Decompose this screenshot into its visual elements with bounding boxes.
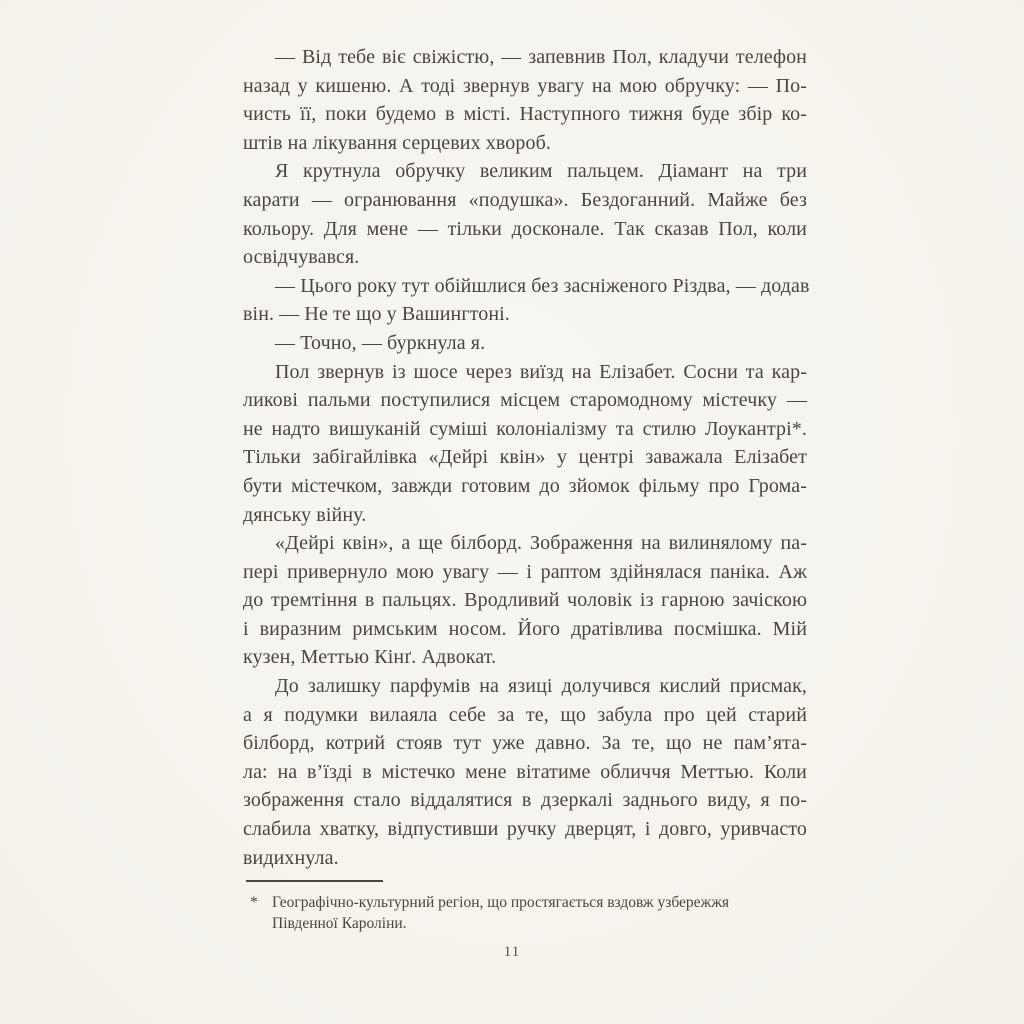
text-line: зображення стало віддалятися в дзеркалі заднього виду, я по-	[243, 789, 807, 812]
text-line: ликові пальми поступилися місцем старомодному містечку —	[243, 389, 807, 412]
footnote-line: Південної Кароліни.	[272, 915, 407, 932]
text-line: бути містечком, завжди готовим до зйомок фільму про Грома-	[243, 474, 807, 497]
footnote-marker: *	[250, 894, 258, 911]
footnote-text	[272, 892, 807, 934]
text-line: кузен, Меттью Кінґ. Адвокат.	[243, 646, 497, 669]
text-line: — Цього року тут обійшлися без засніженого Різдва, — додав	[275, 274, 810, 297]
text-line: — Точно, — буркнула я.	[275, 331, 486, 354]
text-line: видихнула.	[243, 846, 339, 869]
text-line: чисть її, поки будемо в місті. Наступного тижня буде збір ко-	[243, 103, 807, 126]
text-line: і виразним римським носом. Його дратівлива посмішка. Мій	[243, 617, 807, 640]
text-line: карати — огранювання «подушка». Бездоганний. Майже без	[243, 188, 807, 211]
text-line: назад у кишеню. А тоді звернув увагу на мою обручку: — По-	[243, 74, 807, 97]
text-line: він. — Не те що у Вашингтоні.	[243, 303, 510, 326]
text-line: до тремтіння в пальцях. Вродливий чоловік із гарною зачіскою	[243, 589, 807, 612]
text-line: Тільки забігайлівка «Дейрі квін» у центрі заважала Елізабет	[243, 446, 807, 469]
text-line: освідчувався.	[243, 246, 360, 269]
text-line: «Дейрі квін», а ще білборд. Зображення на вилинялому па-	[275, 532, 807, 555]
footnote	[243, 880, 807, 934]
text-line: Пол звернув із шосе через виїзд на Елізабет. Сосни та кар-	[275, 360, 807, 383]
text-line: а я подумки вилаяла себе за те, що забула про цей старий	[243, 703, 807, 726]
text-line: ла: на в’їзді в містечко мене вітатиме обличчя Меттью. Коли	[243, 760, 807, 783]
text-line: пері привернуло мою увагу — і раптом здійнялася паніка. Аж	[243, 560, 807, 583]
text-line: не надто вишуканій суміші колоніалізму та стилю Лоукантрі*.	[243, 417, 807, 440]
text-line: штів на лікування серцевих хвороб.	[243, 131, 551, 154]
body-text	[243, 43, 810, 872]
text-line: — Від тебе віє свіжістю, — запевнив Пол, кладучи телефон	[275, 46, 807, 68]
text-line: дянську війну.	[243, 503, 367, 526]
text-line: слабила хватку, відпустивши ручку дверцят, і довго, уривчасто	[243, 818, 807, 841]
text-line: Я крутнула обручку великим пальцем. Діамант на три	[275, 160, 807, 183]
text-line: До залишку парфумів на язиці долучився кислий присмак,	[275, 675, 807, 698]
text-line: білборд, котрий стояв тут уже давно. За те, що не пам’ята-	[243, 732, 807, 755]
footnote-separator	[246, 880, 383, 882]
text-line: кольору. Для мене — тільки досконале. Так сказав Пол, коли	[243, 217, 807, 240]
footnote-body	[243, 892, 807, 934]
page-number: 11	[503, 944, 521, 960]
footnote-line: Географічно-культурний регіон, що простягається вздовж узбережжя	[272, 894, 730, 911]
